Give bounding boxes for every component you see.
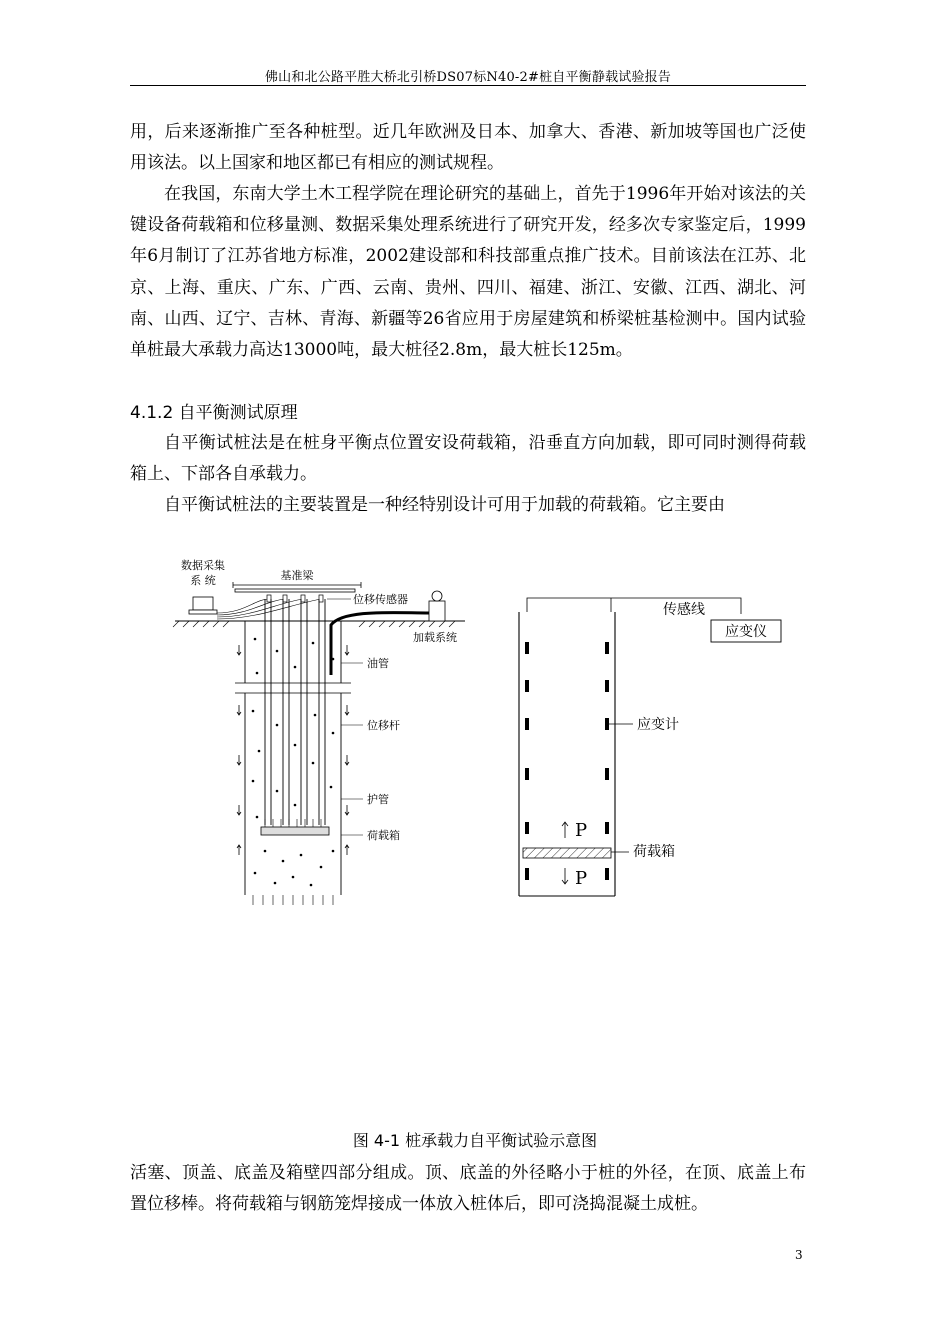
- figure-caption: 图 4-1 桩承载力自平衡试验示意图: [352, 1131, 598, 1150]
- page-header: 佛山和北公路平胜大桥北引桥DS07标N40-2#桩自平衡静载试验报告: [264, 70, 672, 85]
- computer-icon: [193, 597, 213, 610]
- data-system-label-1: 数据采集: [181, 559, 225, 572]
- paragraph-2: 在我国，东南大学土木工程学院在理论研究的基础上，首先于1996年开始对该法的关键设备荷载箱和位移量测、数据采集处理系统进行了研究开发，经多次专家鉴定后，1999年6月制订了江苏省地方标准，2002建设部和科技部重点推广技术。目前该法在江苏、北京、上海、重庆、广东、广西、云南、贵州、四川、福建、浙江、安徽、江西、湖北、河南、山西、辽宁、吉林、青海、新疆等26省应用于房屋建筑和桥梁桩基检测中。国内试验单桩最大承载力高达13000吨，最大桩径2.8m，最大桩长125m。: [130, 184, 806, 361]
- page-number: 3: [795, 1248, 803, 1262]
- paragraph-1: 用，后来逐渐推广至各种桩型。近几年欧洲及日本、加拿大、香港、新加坡等国也广泛使用该法。以上国家和地区都已有相应的测试规程。: [130, 122, 806, 174]
- paragraph-3: 自平衡试桩法是在桩身平衡点位置安设荷载箱，沿垂直方向加载，即可同时测得荷载箱上、下部各自承载力。: [130, 433, 806, 485]
- data-system-label-2: 系 统: [190, 574, 216, 587]
- section-heading: 4.1.2 自平衡测试原理: [130, 403, 298, 423]
- sensor-wire-label: 传感线: [663, 602, 705, 618]
- strain-meter-label: 应变仪: [725, 624, 767, 640]
- reference-beam-label: 基准梁: [280, 569, 314, 582]
- force-down-label: P: [575, 868, 588, 889]
- load-box-label-right: 荷载箱: [633, 844, 675, 860]
- load-box-label: 荷载箱: [367, 829, 400, 842]
- header-rule: [130, 85, 806, 86]
- pile-test-setup-diagram: [165, 555, 475, 910]
- paragraph-4: 自平衡试桩法的主要装置是一种经特别设计可用于加载的荷载箱。它主要由: [164, 495, 725, 515]
- force-up-label: P: [575, 820, 588, 841]
- paragraph-5: 活塞、顶盖、底盖及箱壁四部分组成。顶、底盖的外径略小于桩的外径，在顶、底盖上布置位移棒。将荷载箱与钢筋笼焊接成一体放入桩体后，即可浇捣混凝土成桩。: [130, 1163, 806, 1215]
- load-box-icon: [261, 827, 329, 835]
- displacement-sensor-label: 位移传感器: [353, 593, 408, 606]
- loading-system-label: 加载系统: [413, 631, 457, 644]
- oil-pipe-label: 油管: [367, 657, 389, 670]
- protective-pipe-label: 护管: [367, 793, 389, 806]
- displacement-rod-label: 位移杆: [367, 719, 400, 732]
- strain-gauge-diagram: [505, 590, 805, 905]
- pump-icon: [429, 601, 445, 621]
- strain-gauge-label: 应变计: [637, 717, 679, 733]
